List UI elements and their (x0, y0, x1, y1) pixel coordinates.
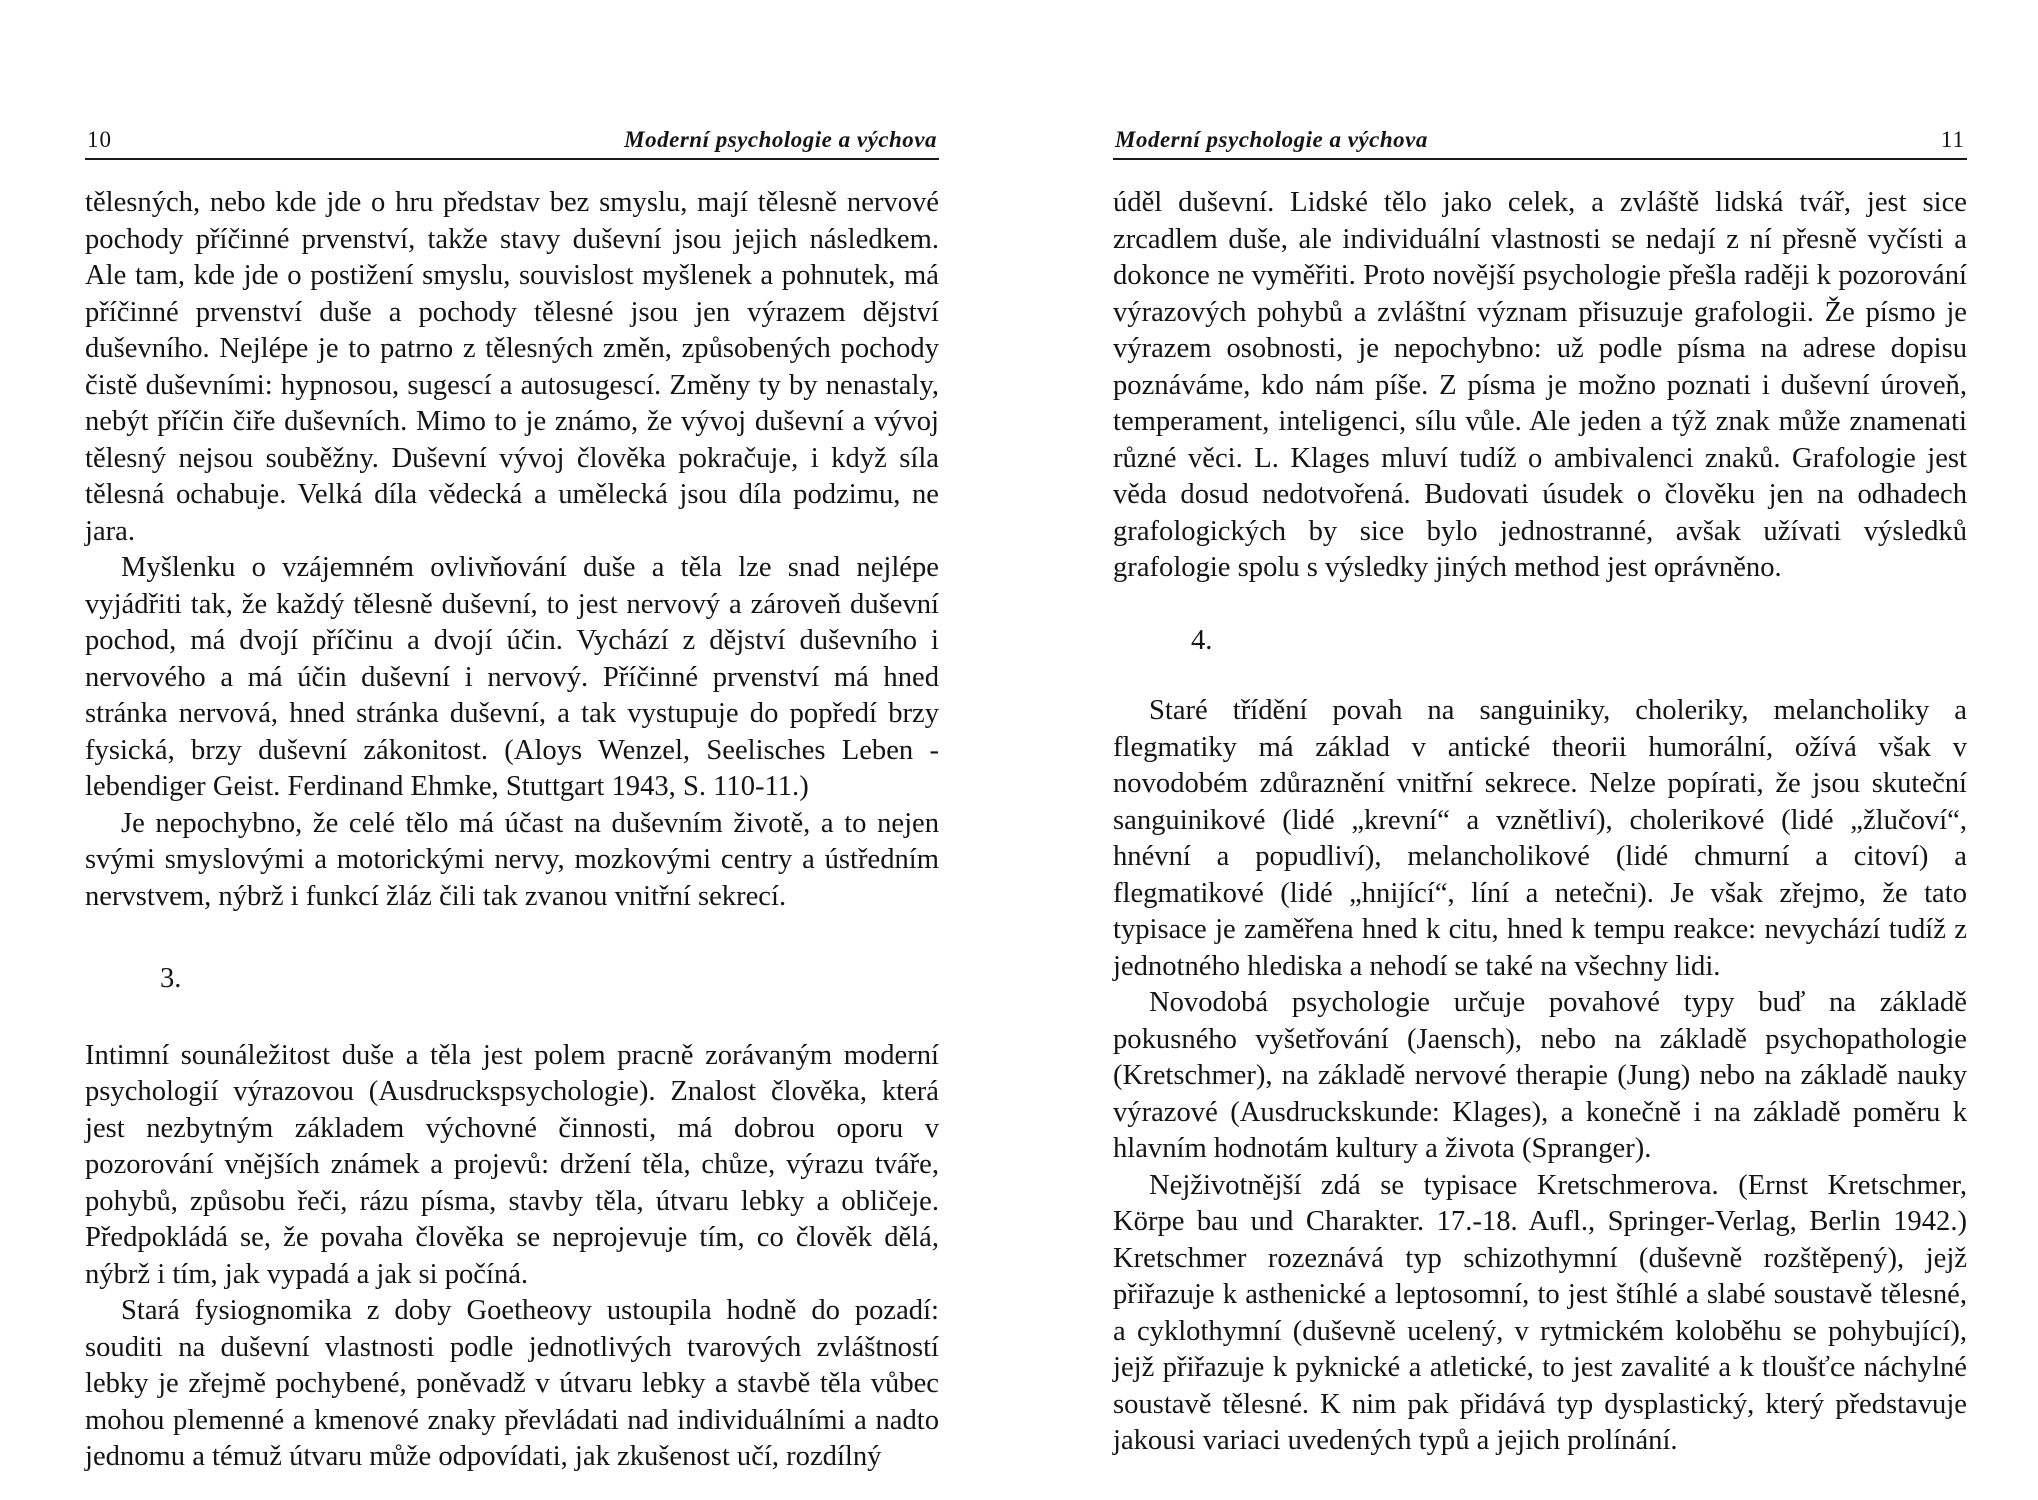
paragraph: Nejživotnější zdá se typisace Kretschmerova. (Ernst Kretschmer, Körpe bau und Charakter. 17.-18. Aufl., Springer-Verlag, Berlin 1942.) Kretschmer rozeznává typ schizothymní (duševně rozštěpený), jejž přiřazuje k asthenické a leptosomní, to jest štíhlé a slabé soustavě tělesné, a cyklothymní (duševně ucelený, v rytmickém koloběhu se pohybující), jejž přiřazuje k pyknické a atletické, to jest zavalité a k tloušťce náchylné soustavě tělesné. K nim pak přidává typ dysplastický, který představuje jakousi variaci uvedených typů a jejich prolínání. (1113, 1169, 1967, 1456)
paragraph: Staré třídění povah na sanguiniky, choleriky, melancholiky a flegmatiky má základ v antické theorii humorální, ožívá však v novodobém zdůraznění vnitřní sekrece. Nelze popírati, že jsou skuteční sanguinikové (lidé „krevní“ a vznětliví), cholerikové (lidé „žlučoví“, hnévní a popudliví), melancholikové (lidé chmurní a citoví) a flegmatikové (lidé „hnijící“, líní a netečni). Je však zřejmo, že tato typisace je zaměřena hned k citu, hned k tempu reakce: nevychází tudíž z jednotného hlediska a nehodí se také na všechny lidi. (1113, 695, 1967, 982)
paragraph: Novodobá psychologie určuje povahové typy buď na základě pokusného vyšetřování (Jaensch), nebo na základě psychopathologie (Kretschmer), na základě nervové therapie (Jung) nebo na základě nauky výrazové (Ausdruckskunde: Klages), a konečně i na základě poměru k hlavním hodnotám kultury a života (Spranger). (1113, 987, 1967, 1164)
paragraph: Intimní sounáležitost duše a těla jest polem pracně zorávaným moderní psychologií výrazovou (Ausdruckspsychologie). Znalost člověka, která jest nezbytným základem výchovné činnosti, má dobrou oporu v pozorování vnějších známek a projevů: držení těla, chůze, výrazu tváře, pohybů, způsobu řeči, rázu písma, stavby těla, útvaru lebky a obličeje. Předpokládá se, že povaha člověka se neprojevuje tím, co člověk dělá, nýbrž i tím, jak vypadá a jak si počíná. (85, 1039, 939, 1290)
right-page-body (1113, 185, 1967, 1460)
section-number-4: 4. (1191, 624, 1213, 656)
page-number-right: 11 (1940, 127, 1965, 152)
paragraph: Je nepochybno, že celé tělo má účast na duševním životě, a to nejen svými smyslovými a motorickými nervy, mozkovými centry a ústředním nervstvem, nýbrž i funkcí žláz čili tak zvanou vnitřní sekrecí. (85, 807, 939, 912)
paragraph: Myšlenku o vzájemném ovlivňování duše a těla lze snad nejlépe vyjádřiti tak, že každý tělesně duševní, to jest nervový a zároveň duševní pochod, má dvojí příčinu a dvojí účin. Vychází z dějství duševního i nervového a má účin duševní i nervový. Příčinné prvenství má hned stránka nervová, hned stránka duševní, a tak vystupuje do popředí brzy fysická, brzy duševní zákonitost. (Aloys Wenzel, Seelisches Leben - lebendiger Geist. Ferdinand Ehmke, Stuttgart 1943, S. 110-11.) (85, 552, 939, 802)
right-page (1113, 122, 1967, 1460)
running-head-right (1113, 122, 1967, 160)
running-title-left: Moderní psychologie a výchova (624, 127, 937, 152)
paragraph: tělesných, nebo kde jde o hru představ bez smyslu, mají tělesně nervové pochody příčinné prvenství, takže stavy duševní jsou jejich následkem. Ale tam, kde jde o postižení smyslu, souvislost myšlenek a pohnutek, má příčinné prvenství duše a pochody tělesné jsou jen výrazem dějství duševního. Nejlépe je to patrno z tělesných změn, způsobených pochody čistě duševními: hypnosou, sugescí a autosugescí. Změny ty by nenastaly, nebýt příčin čiře duševních. Mimo to je známo, že vývoj duševní a vývoj tělesný nejsou souběžny. Duševní vývoj člověka pokračuje, i když síla tělesná ochabuje. Velká díla vědecká a umělecká jsou díla podzimu, ne jara. (85, 187, 939, 547)
page-number-left: 10 (87, 127, 112, 152)
paragraph: Stará fysiognomika z doby Goetheovy ustoupila hodně do pozadí: souditi na duševní vlastnosti podle jednotlivých tvarových zvláštností lebky je zřejmě pochybené, poněvadž v útvaru lebky a stavbě těla vůbec mohou plemenné a kmenové znaky převládati nad individuálními a nadto jednomu a témuž útvaru může odpovídati, jak zkušenost učí, rozdílný (85, 1295, 939, 1472)
left-page-body (85, 185, 939, 1476)
left-page (85, 122, 939, 1476)
section-number-3: 3. (160, 963, 182, 994)
running-title-right: Moderní psychologie a výchova (1115, 127, 1428, 152)
paragraph: úděl duševní. Lidské tělo jako celek, a zvláště lidská tvář, jest sice zrcadlem duše, ale individuální vlastnosti se nedají z ní přesně vyčísti a dokonce ne vyměřiti. Proto novější psychologie přešla raději k pozorování výrazových pohybů a zvláštní význam přisuzuje grafologii. Že písmo je výrazem osobnosti, je nepochybno: už podle písma na adrese dopisu poznáváme, kdo nám píše. Z písma je možno poznati i duševní úroveň, temperament, inteligenci, sílu vůle. Ale jeden a týž znak může znamenati různé věci. L. Klages mluví tudíž o ambivalenci znaků. Grafologie jest věda dosud nedotvořená. Budovati úsudek o člověku jen na odhadech grafologických by sice bylo jednostranné, avšak užívati výsledků grafologie spolu s výsledky jiných method jest oprávněno. (1113, 187, 1967, 583)
running-head-left (85, 122, 939, 160)
